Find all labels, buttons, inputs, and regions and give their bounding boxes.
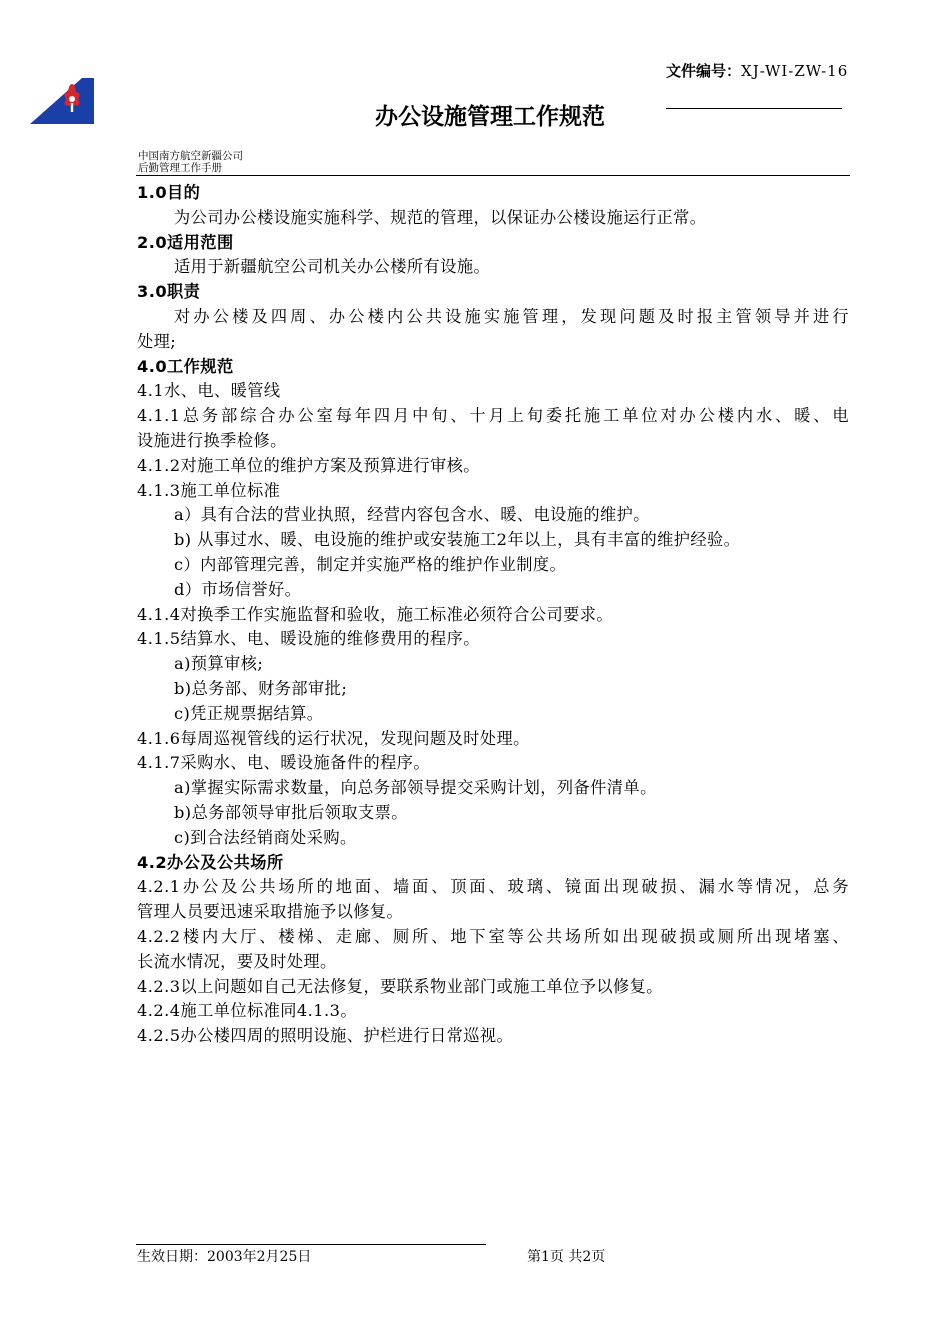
section-heading: 1.0目的	[137, 183, 201, 202]
body-line: a）具有合法的营业执照，经营内容包含水、暖、电设施的维护。	[174, 505, 650, 525]
body-line: 管理人员要迅速采取措施予以修复。	[137, 902, 404, 922]
body-line: 4.2.3以上问题如自己无法修复，要联系物业部门或施工单位予以修复。	[137, 976, 663, 996]
body-line: b)总务部、财务部审批;	[174, 678, 348, 698]
body-line: 4.1.2对施工单位的维护方案及预算进行审核。	[137, 455, 480, 475]
body-line: b)总务部领导审批后领取支票。	[174, 802, 408, 822]
body-line: 4.1水、电、暖管线	[137, 381, 281, 401]
body-line: 适用于新疆航空公司机关办公楼所有设施。	[174, 257, 491, 277]
body-line: 处理;	[137, 331, 177, 351]
section-heading: 3.0职责	[137, 282, 201, 302]
body-line: 对办公楼及四周、办公楼内公共设施实施管理，发现问题及时报主管领导并进行	[174, 306, 849, 326]
document-number-value: XJ-WI-ZW-16	[741, 62, 849, 80]
page-title: 办公设施管理工作规范	[375, 104, 605, 130]
document-number-label: 文件编号：	[666, 62, 742, 80]
body-line: c)凭正规票据结算。	[174, 703, 324, 723]
body-line: a)预算审核;	[174, 654, 264, 674]
manual-name: 后勤管理工作手册	[138, 162, 222, 174]
body-line: 4.1.3施工单位标准	[137, 480, 281, 500]
section-heading: 2.0适用范围	[137, 232, 234, 252]
body-line: a)掌握实际需求数量，向总务部领导提交采购计划，列备件清单。	[174, 778, 657, 798]
effective-date: 生效日期：2003年2月25日	[137, 1249, 312, 1265]
body-line: b) 从事过水、暖、电设施的维护或安装施工2年以上，具有丰富的维护经验。	[174, 530, 741, 550]
body-line: 长流水情况，要及时处理。	[137, 951, 337, 971]
body-line: c）内部管理完善，制定并实施严格的维护作业制度。	[174, 554, 567, 574]
body-line: 4.2.2楼内大厅、楼梯、走廊、厕所、地下室等公共场所如出现破损或厕所出现堵塞、	[137, 926, 849, 946]
body-line: 为公司办公楼设施实施科学、规范的管理，以保证办公楼设施运行正常。	[174, 207, 707, 227]
footer-divider	[136, 1244, 486, 1245]
body-line: 4.1.5结算水、电、暖设施的维修费用的程序。	[137, 629, 480, 649]
body-line: 4.1.1总务部综合办公室每年四月中旬、十月上旬委托施工单位对办公楼内水、暖、电	[137, 406, 849, 426]
section-heading: 4.2办公及公共场所	[137, 852, 284, 872]
body-line: 4.1.6每周巡视管线的运行状况，发现问题及时处理。	[137, 728, 530, 748]
page-number: 第1页 共2页	[527, 1249, 606, 1265]
company-header	[138, 150, 243, 174]
company-name: 中国南方航空新疆公司	[138, 150, 243, 162]
body-line: 4.2.4施工单位标准同4.1.3。	[137, 1001, 357, 1021]
body-line: 4.1.7采购水、电、暖设施备件的程序。	[137, 753, 430, 773]
body-line: d）市场信誉好。	[174, 579, 302, 599]
body-line: 4.2.5办公楼四周的照明设施、护栏进行日常巡视。	[137, 1026, 514, 1046]
body-line: 4.1.4对换季工作实施监督和验收，施工标准必须符合公司要求。	[137, 604, 614, 624]
document-number	[666, 60, 848, 81]
body-line: c)到合法经销商处采购。	[174, 827, 357, 847]
body-line: 4.2.1办公及公共场所的地面、墙面、顶面、玻璃、镜面出现破损、漏水等情况，总务	[137, 877, 849, 897]
section-heading: 4.0工作规范	[137, 356, 234, 376]
document-body	[137, 181, 849, 1049]
body-line: 设施进行换季检修。	[137, 430, 287, 450]
header-divider	[136, 175, 850, 176]
